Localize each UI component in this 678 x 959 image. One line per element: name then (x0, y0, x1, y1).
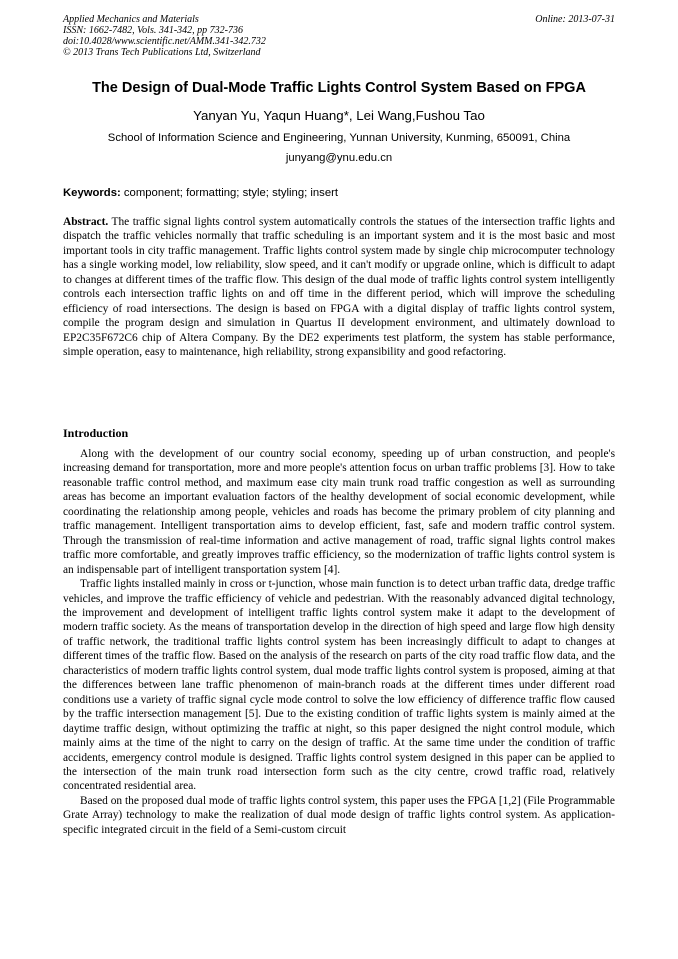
introduction-body (63, 447, 615, 837)
journal-info (63, 14, 615, 58)
intro-paragraph: Along with the development of our country social economy, speeding up of urban construction, and people's increasing demand for transportation, more and more people's attention focus on urban traffic problems [3]. How to take reasonable traffic control method, and maximum ease city main trunk road traffic congestion as well as surrounding areas has become an important evaluation factors of the healthy development of social economic development, while coordinating the relationship among people, vehicles and roads has become the primary problem of city planning and traffic management. Intelligent transportation aims to develop efficient, fast, safe and modern traffic control system. Through the transmission of real-time information and active management of road, traffic signal lights control makes traffic more comfortable, and greatly improves traffic efficiency, so the modernization of traffic lights control system is an indispensable part of intelligent transportation system [4]. (63, 448, 615, 576)
abstract (63, 215, 615, 360)
paper-title: The Design of Dual-Mode Traffic Lights Control System Based on FPGA (92, 80, 586, 96)
copyright-line: © 2013 Trans Tech Publications Ltd, Switzerland (63, 47, 261, 58)
online-date: Online: 2013-07-31 (535, 14, 615, 25)
intro-paragraph: Traffic lights installed mainly in cross or t-junction, whose main function is to detect urban traffic data, dredge traffic vehicles, and improve the traffic efficiency of vehicle and pedestrian. With the reasonably advanced digital technology, the improvement and development of intelligent traffic lights control system make it adapt to the development of modern traffic society. As the means of transportation develop in the direction of high speed and large flow high density of traffic network, the traditional traffic lights control system has been increasingly difficult to adapt to changes at different times of the traffic flow. Based on the analysis of the research on parts of the city road traffic flow data, and the characteristics of modern traffic lights control system, dual mode traffic lights control system is proposed, aiming at that the differences between lane traffic phenomenon of main-branch roads at the different times under different road conditions use a variety of traffic signal cycle mode control to solve the low efficiency of difference traffic flow caused by the traffic intersection management [5]. Due to the existing condition of traffic lights system is mainly aimed at the daytime traffic design, without optimizing the traffic at night, so this paper designed the night control module, which mainly aims at the time of the night to carry on the design of traffic. At the same time under the condition of traffic accidents, emergency control module is designed. Traffic lights control system designed in this paper can be applied to the intersection of the main trunk road intersection form such as the city centre, crowd traffic road, relatively concentrated residential area. (63, 578, 615, 793)
keywords-text: component; formatting; style; styling; insert (123, 187, 339, 199)
issn-line: ISSN: 1662-7482, Vols. 341-342, pp 732-736 (63, 25, 243, 36)
author-email[interactable]: junyang@ynu.edu.cn (285, 152, 393, 164)
abstract-label: Abstract. (63, 216, 109, 228)
doi-line: doi:10.4028/www.scientific.net/AMM.341-342.732 (63, 36, 266, 47)
paper-authors: Yanyan Yu, Yaqun Huang*, Lei Wang,Fushou Tao (193, 108, 485, 123)
keywords-label: Keywords: (63, 187, 121, 199)
journal-name: Applied Mechanics and Materials (63, 14, 199, 25)
keywords-line (63, 187, 615, 199)
introduction-heading: Introduction (63, 426, 129, 440)
journal-header (63, 14, 615, 58)
paper-affiliation: School of Information Science and Engineering, Yunnan University, Kunming, 650091, China (107, 132, 571, 144)
intro-paragraph: Based on the proposed dual mode of traffic lights control system, this paper uses the FPGA [1,2] (File Programmable Grate Array) technology to make the realization of dual mode design of traffic lights control system. As application-specific integrated circuit in the field of a Semi-custom circuit (63, 794, 615, 836)
abstract-text: The traffic signal lights control system automatically controls the statues of the intersection traffic lights and dispatch the traffic vehicles normally that traffic scheduling is an important system and it is the most basic and most important tools in city traffic management. Traffic lights control system made by single chip microcomputer technology has a single working model, low reliability, slow speed, and it can't modify or upgrade online, which is difficult to adapt to changes at different times of the traffic flow. This design of the dual mode of traffic lights control system intelligently controls each intersection traffic lights on and off time in the different period, which will improve the scheduling efficiency of road intersections. The design is based on FPGA with a digital display of traffic lights control system, compile the program design and simulation in Quartus II development environment, and ultimately download to EP2C35F672C6 chip of Altera Company. By the DE2 experiments test platform, the system has stable performance, simple operation, easy to maintenance, high reliability, strong expansibility and good refactoring. (63, 216, 615, 359)
